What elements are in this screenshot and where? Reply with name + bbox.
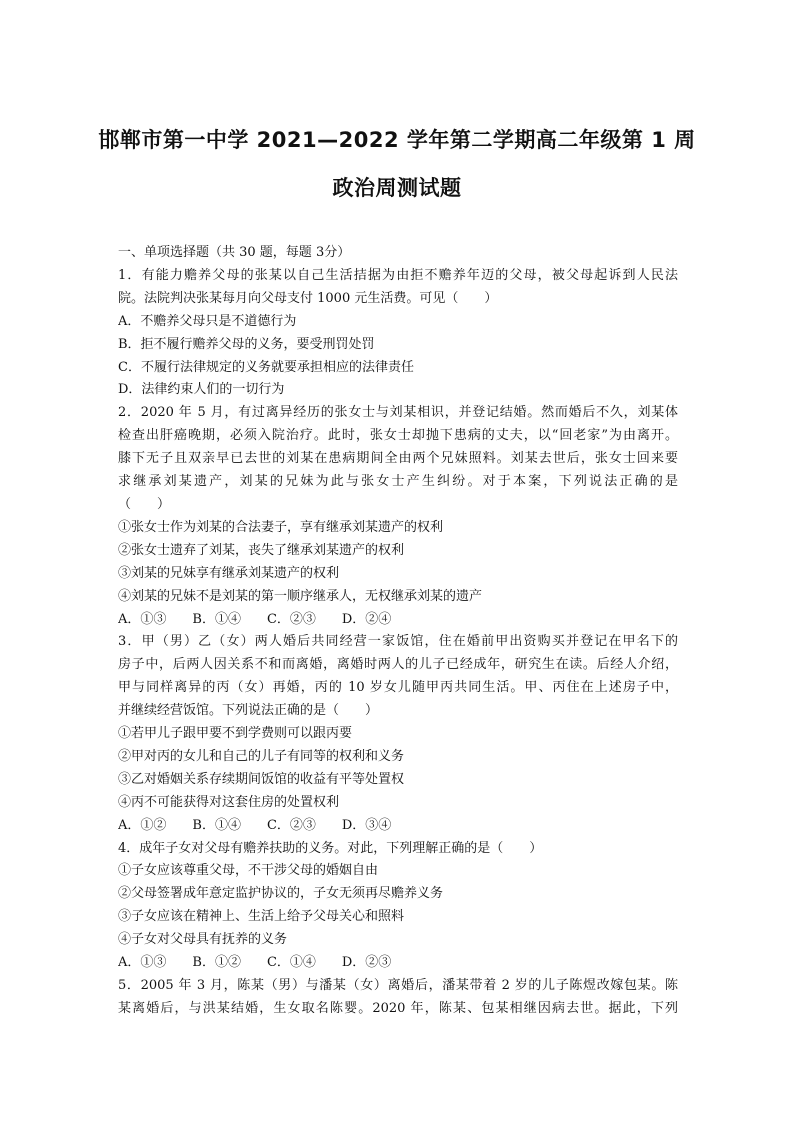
statement-item: ③子女应该在精神上、生活上给予父母关心和照料 bbox=[118, 909, 405, 925]
question-stem-line: 5．2005 年 3 月，陈某（男）与潘某（女）离婚后，潘某带着 2 岁的儿子陈煜改嫁包某。陈 bbox=[118, 978, 678, 993]
question-stem-line: 甲与同样离异的丙（女）再婚，丙的 10 岁女儿随甲丙共同生活。甲、丙住在上述房子中， bbox=[118, 680, 678, 696]
question-5 bbox=[118, 975, 678, 1021]
statement-item: ④刘某的兄妹不是刘某的第一顺序继承人，无权继承刘某的遗产 bbox=[118, 588, 483, 604]
statement-item: ④丙不可能获得对这套住房的处置权利 bbox=[118, 794, 340, 810]
statement-item: ①子女应该尊重父母，不干涉父母的婚姻自由 bbox=[118, 863, 379, 879]
answer-options: A．①③ B．①② C．①④ D．②③ bbox=[118, 955, 392, 971]
statement-item: ③乙对婚姻关系存续期间饭馆的收益有平等处置权 bbox=[118, 771, 405, 787]
question-stem-line: 1．有能力赡养父母的张某以自己生活拮据为由拒不赡养年迈的父母，被父母起诉到人民法 bbox=[118, 267, 678, 283]
question-stem-line: （ ） bbox=[118, 496, 171, 512]
answer-option: D．法律约束人们的一切行为 bbox=[118, 382, 285, 398]
statement-item: ①张女士作为刘某的合法妻子，享有继承刘某遗产的权利 bbox=[118, 519, 444, 535]
question-2 bbox=[118, 402, 678, 631]
section-header: 一、单项选择题（共 30 题，每题 3分） bbox=[118, 245, 351, 260]
answer-options: A．①③ B．①④ C．②③ D．②④ bbox=[118, 611, 392, 627]
exam-content bbox=[118, 242, 678, 1021]
statement-item: ①若甲儿子跟甲要不到学费则可以跟丙要 bbox=[118, 726, 353, 742]
question-stem-line: 院。法院判决张某每月向父母支付 1000 元生活费。可见（ ） bbox=[118, 290, 498, 306]
page-title-line-1: 邯郸市第一中学 2021—2022 学年第二学期高二年级第 1 周 bbox=[98, 128, 696, 152]
statement-item: ②张女士遗弃了刘某，丧失了继承刘某遗产的权利 bbox=[118, 542, 405, 558]
page-title-line-2: 政治周测试题 bbox=[332, 176, 462, 200]
question-stem-line: 2．2020 年 5 月，有过离异经历的张女士与刘某相识，并登记结婚。然而婚后不久，刘某体 bbox=[118, 405, 678, 421]
question-3 bbox=[118, 631, 678, 837]
question-stem-line: 膝下无子且双亲早已去世的刘某在患病期间全由两个兄妹照料。刘某去世后，张女士回来要 bbox=[118, 451, 678, 467]
question-stem-line: 并继续经营饭馆。下列说法正确的是（ ） bbox=[118, 703, 379, 719]
answer-option: C．不履行法律规定的义务就要承担相应的法律责任 bbox=[118, 359, 414, 375]
question-stem-line: 检查出肝癌晚期，必须入院治疗。此时，张女士却抛下患病的丈夫，以“回老家”为由离开。 bbox=[118, 428, 678, 444]
statement-item: ②甲对丙的女儿和自己的儿子有同等的权利和义务 bbox=[118, 748, 405, 764]
answer-options: A．①② B．①④ C．②③ D．③④ bbox=[118, 817, 392, 833]
answer-option: A．不赡养父母只是不道德行为 bbox=[118, 313, 297, 329]
statement-item: ②父母签署成年意定监护协议的，子女无须再尽赡养义务 bbox=[118, 886, 444, 902]
question-stem-line: 某离婚后，与洪某结婚，生女取名陈婴。2020 年，陈某、包某相继因病去世。据此，下列 bbox=[118, 1000, 678, 1016]
question-stem-line: 求继承刘某遗产，刘某的兄妹为此与张女士产生纠纷。对于本案，下列说法正确的是 bbox=[118, 474, 678, 490]
question-4 bbox=[118, 838, 678, 975]
question-1 bbox=[118, 265, 678, 402]
question-stem-line: 3．甲（男）乙（女）两人婚后共同经营一家饭馆，住在婚前甲出资购买并登记在甲名下的 bbox=[118, 634, 678, 650]
answer-option: B．拒不履行赡养父母的义务，要受刑罚处罚 bbox=[118, 336, 375, 352]
question-stem-line: 4．成年子女对父母有赡养扶助的义务。对此，下列理解正确的是（ ） bbox=[118, 840, 543, 856]
statement-item: ③刘某的兄妹享有继承刘某遗产的权利 bbox=[118, 565, 340, 581]
question-stem-line: 房子中，后两人因关系不和而离婚，离婚时两人的儿子已经成年，研究生在读。后经人介绍， bbox=[118, 657, 678, 673]
statement-item: ④子女对父母具有抚养的义务 bbox=[118, 932, 288, 948]
